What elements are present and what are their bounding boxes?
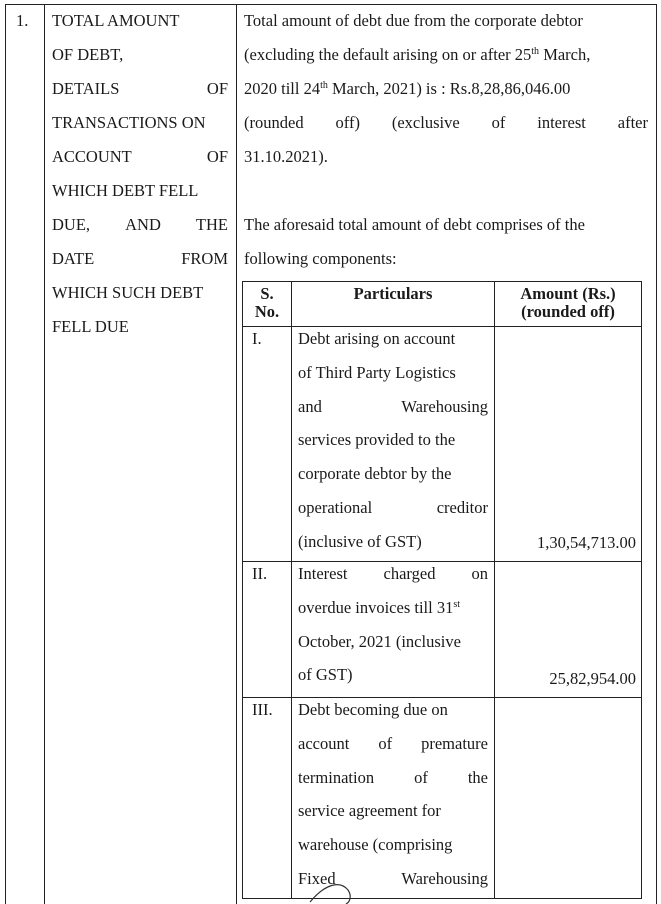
component-particulars-line: of GST) — [298, 665, 353, 685]
serial-col-divider — [44, 4, 45, 904]
outer-right-border — [656, 4, 657, 904]
component-sno: III. — [252, 700, 273, 719]
component-particulars-line: service agreement for — [298, 801, 441, 821]
component-particulars-line: (inclusive of GST) — [298, 531, 422, 551]
component-amount: 25,82,954.00 — [549, 669, 636, 688]
component-particulars-line: operational creditor — [298, 498, 488, 517]
component-particulars-line: Debt arising on account — [298, 329, 456, 348]
row-label-line: FELL DUE — [52, 317, 129, 336]
row-label-line: TOTAL AMOUNT — [52, 11, 180, 30]
component-particulars-line: termination of the — [298, 767, 488, 787]
component-sno: II. — [252, 564, 268, 583]
component-particulars-line: account of premature — [298, 733, 488, 753]
component-particulars-line: warehouse (comprising — [298, 835, 453, 855]
inner-row-2-bottom — [242, 697, 642, 698]
row-label-line: DUE, AND THE — [52, 215, 228, 234]
component-particulars-line: of Third Party Logistics — [298, 362, 456, 382]
signature-mark-partial — [300, 880, 390, 904]
component-particulars-line: Debt becoming due on — [298, 700, 448, 719]
component-particulars-line: Fixed Warehousing — [298, 869, 488, 888]
row-label-line: WHICH DEBT FELL — [52, 181, 199, 200]
row-label-line: DETAILS OF — [52, 79, 228, 98]
label-col-divider — [236, 4, 237, 904]
header-particulars: Particulars — [353, 284, 433, 303]
components-intro-line-1: The aforesaid total amount of debt comprises of the — [244, 215, 585, 234]
inner-table-left-border — [242, 281, 243, 899]
components-intro-line-2: following components: — [244, 249, 397, 268]
inner-table-right-border — [641, 281, 642, 899]
outer-left-border — [5, 4, 6, 904]
inner-particulars-divider — [494, 281, 495, 899]
component-particulars-line: overdue invoices till 31st — [298, 597, 461, 617]
row-serial-number: 1. — [16, 11, 29, 30]
description-line-2: (excluding the default arising on or after 25th March, — [244, 45, 591, 64]
inner-sno-divider — [291, 281, 292, 899]
row-label-line: OF DEBT, — [52, 45, 124, 64]
row-label-line: TRANSACTIONS ON — [52, 113, 206, 132]
description-line-3: 2020 till 24th March, 2021) is : Rs.8,28,86,046.00 — [244, 79, 571, 98]
header-amount: Amount (Rs.) (rounded off) — [520, 284, 616, 321]
inner-table-top-border — [242, 281, 642, 282]
component-sno: I. — [252, 329, 262, 348]
description-line-5: 31.10.2021). — [244, 147, 328, 166]
component-particulars-line: and Warehousing — [298, 396, 488, 416]
inner-table-header-bottom — [242, 326, 642, 327]
description-line-4: (rounded off) (exclusive of interest after — [244, 113, 648, 132]
component-particulars-line: October, 2021 (inclusive — [298, 631, 461, 651]
component-particulars-line: corporate debtor by the — [298, 464, 452, 484]
component-amount: 1,30,54,713.00 — [537, 533, 636, 552]
row-label-line: WHICH SUCH DEBT — [52, 283, 204, 302]
component-particulars-line: Interest charged on — [298, 564, 488, 583]
row-label-line: ACCOUNT OF — [52, 147, 228, 166]
component-particulars-line: services provided to the — [298, 430, 456, 450]
inner-row-1-bottom — [242, 561, 642, 562]
description-line-1: Total amount of debt due from the corporate debtor — [244, 11, 583, 30]
row-label-line: DATE FROM — [52, 249, 228, 268]
outer-top-border — [5, 4, 657, 5]
header-sno: S. No. — [254, 284, 280, 321]
